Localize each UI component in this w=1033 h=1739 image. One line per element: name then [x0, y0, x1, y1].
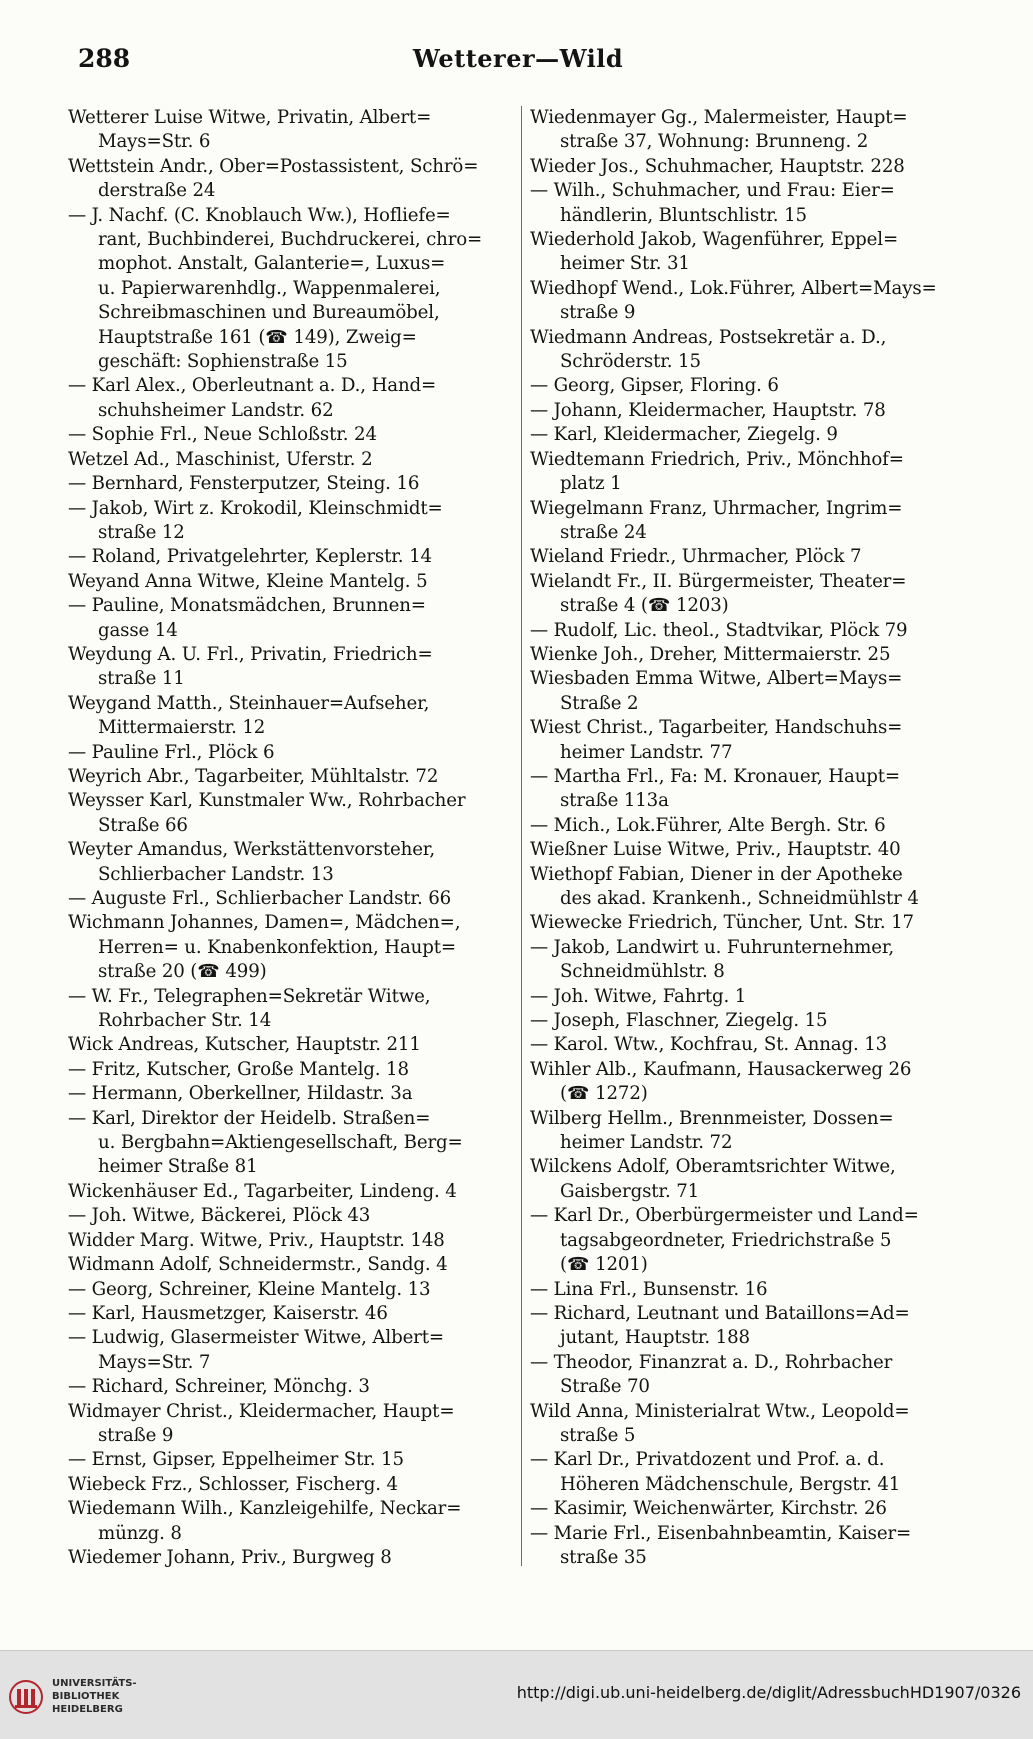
- directory-entry: [530, 374, 978, 398]
- entry-continuation-line: Gaisbergstr. 71: [560, 1180, 700, 1202]
- directory-entry: [530, 716, 978, 765]
- entry-line: Wienke Joh., Dreher, Mittermaierstr. 25: [530, 643, 891, 665]
- entry-continuation-line: Herren= u. Knabenkonfektion, Haupt=: [98, 936, 456, 958]
- directory-entry: [530, 106, 978, 155]
- entry-line: Widmayer Christ., Kleidermacher, Haupt=: [68, 1400, 455, 1422]
- entry-line: Weysser Karl, Kunstmaler Ww., Rohrbacher: [68, 790, 466, 812]
- directory-entry: [68, 1302, 516, 1326]
- entry-line: Wichmann Johannes, Damen=, Mädchen=,: [68, 912, 461, 934]
- entry-line: — Bernhard, Fensterputzer, Steing. 16: [68, 473, 420, 495]
- directory-entry: [530, 179, 978, 228]
- entry-line: Weygand Matth., Steinhauer=Aufseher,: [68, 692, 430, 714]
- directory-entry: [530, 1302, 978, 1351]
- directory-entry: [68, 1229, 516, 1253]
- left-column: [68, 106, 516, 1570]
- entry-line: — Karl, Direktor der Heidelb. Straßen=: [68, 1107, 431, 1129]
- viewer-footer: [0, 1650, 1033, 1739]
- entry-line: — Kasimir, Weichenwärter, Kirchstr. 26: [530, 1498, 887, 1520]
- entry-continuation-line: heimer Landstr. 77: [560, 741, 733, 763]
- entry-line: — Rudolf, Lic. theol., Stadtvikar, Plöck 79: [530, 619, 908, 641]
- entry-continuation-line: Straße 66: [98, 814, 188, 836]
- entry-continuation-line: straße 20 (☎ 499): [98, 961, 267, 983]
- column-divider: [521, 106, 522, 1566]
- entry-line: — Jakob, Wirt z. Krokodil, Kleinschmidt=: [68, 497, 443, 519]
- entry-continuation-line: Schneidmühlstr. 8: [560, 961, 725, 983]
- entry-continuation-line: gasse 14: [98, 619, 178, 641]
- entry-line: Wiedhopf Wend., Lok.Führer, Albert=Mays=: [530, 277, 937, 299]
- entry-line: — Georg, Gipser, Floring. 6: [530, 375, 779, 397]
- right-column: [530, 106, 978, 1570]
- entry-line: Wiest Christ., Tagarbeiter, Handschuhs=: [530, 717, 903, 739]
- directory-entry: [68, 1204, 516, 1228]
- directory-entry: [68, 1473, 516, 1497]
- entry-line: Wiedmann Andreas, Postsekretär a. D.,: [530, 326, 887, 348]
- entry-continuation-line: straße 9: [98, 1424, 174, 1446]
- directory-entry: [68, 643, 516, 692]
- entry-continuation-line: Höheren Mädchenschule, Bergstr. 41: [560, 1473, 901, 1495]
- entry-continuation-line: straße 9: [560, 302, 636, 324]
- entry-continuation-line: münzg. 8: [98, 1522, 182, 1544]
- entry-line: — Pauline, Monatsmädchen, Brunnen=: [68, 595, 426, 617]
- entry-line: Wiesbaden Emma Witwe, Albert=Mays=: [530, 668, 903, 690]
- entry-continuation-line: Mittermaierstr. 12: [98, 717, 266, 739]
- entry-line: Wiedtemann Friedrich, Priv., Mönchhof=: [530, 448, 904, 470]
- entry-line: Wick Andreas, Kutscher, Hauptstr. 211: [68, 1034, 421, 1056]
- entry-continuation-line: Schreibmaschinen und Bureaumöbel,: [98, 302, 440, 324]
- entry-continuation-line: Straße 2: [560, 692, 639, 714]
- directory-entry: [530, 326, 978, 375]
- entry-line: — J. Nachf. (C. Knoblauch Ww.), Hofliefe=: [68, 204, 451, 226]
- entry-continuation-line: straße 11: [98, 668, 185, 690]
- entry-line: Weydung A. U. Frl., Privatin, Friedrich=: [68, 643, 433, 665]
- directory-entry: [68, 985, 516, 1034]
- entry-continuation-line: u. Papierwarenhdlg., Wappenmalerei,: [98, 277, 441, 299]
- directory-entry: [530, 570, 978, 619]
- directory-entry: [68, 545, 516, 569]
- logo-line: UNIVERSITÄTS-: [52, 1678, 137, 1689]
- entry-line: — Joseph, Flaschner, Ziegelg. 15: [530, 1010, 828, 1032]
- entry-continuation-line: straße 35: [560, 1546, 647, 1568]
- directory-entry: [68, 911, 516, 984]
- entry-continuation-line: heimer Landstr. 72: [560, 1132, 733, 1154]
- entry-line: — Johann, Kleidermacher, Hauptstr. 78: [530, 399, 886, 421]
- directory-entry: [530, 619, 978, 643]
- entry-line: Wetzel Ad., Maschinist, Uferstr. 2: [68, 448, 373, 470]
- entry-continuation-line: geschäft: Sophienstraße 15: [98, 351, 348, 373]
- directory-entry: [68, 741, 516, 765]
- page-header: [68, 44, 968, 78]
- entry-continuation-line: Hauptstraße 161 (☎ 149), Zweig=: [98, 326, 417, 348]
- entry-line: Widder Marg. Witwe, Priv., Hauptstr. 148: [68, 1229, 445, 1251]
- entry-continuation-line: Mays=Str. 7: [98, 1351, 211, 1373]
- entry-line: Wiedenmayer Gg., Malermeister, Haupt=: [530, 107, 908, 128]
- directory-entry: [530, 643, 978, 667]
- directory-entry: [530, 1497, 978, 1521]
- entry-continuation-line: straße 5: [560, 1424, 636, 1446]
- directory-entry: [68, 1497, 516, 1546]
- entry-line: — Roland, Privatgelehrter, Keplerstr. 14: [68, 546, 432, 568]
- directory-entry: [68, 155, 516, 204]
- entry-line: Wieland Friedr., Uhrmacher, Plöck 7: [530, 546, 862, 568]
- entry-continuation-line: rant, Buchbinderei, Buchdruckerei, chro=: [98, 229, 483, 251]
- directory-entry: [68, 1082, 516, 1106]
- entry-line: — Theodor, Finanzrat a. D., Rohrbacher: [530, 1351, 893, 1373]
- entry-continuation-line: heimer Str. 31: [560, 253, 690, 275]
- entry-line: Weyter Amandus, Werkstättenvorsteher,: [68, 839, 435, 861]
- entry-line: Wiegelmann Franz, Uhrmacher, Ingrim=: [530, 497, 903, 519]
- directory-entry: [530, 814, 978, 838]
- directory-entry: [530, 863, 978, 912]
- library-logo-text: [52, 1677, 137, 1716]
- entry-continuation-line: straße 24: [560, 521, 647, 543]
- directory-entry: [530, 765, 978, 814]
- entry-line: — Lina Frl., Bunsenstr. 16: [530, 1278, 768, 1300]
- directory-entry: [530, 936, 978, 985]
- directory-entry: [68, 838, 516, 887]
- entry-line: — Georg, Schreiner, Kleine Mantelg. 13: [68, 1278, 431, 1300]
- directory-entry: [68, 570, 516, 594]
- entry-line: Weyrich Abr., Tagarbeiter, Mühltalstr. 72: [68, 765, 439, 787]
- directory-entry: [530, 1058, 978, 1107]
- directory-entry: [530, 497, 978, 546]
- entry-line: — Marie Frl., Eisenbahnbeamtin, Kaiser=: [530, 1522, 912, 1544]
- directory-entry: [68, 1180, 516, 1204]
- directory-entry: [530, 448, 978, 497]
- entry-line: Wielandt Fr., II. Bürgermeister, Theater=: [530, 570, 907, 592]
- entry-line: Widmann Adolf, Schneidermstr., Sandg. 4: [68, 1254, 448, 1276]
- entry-line: — Karl Alex., Oberleutnant a. D., Hand=: [68, 375, 437, 397]
- entry-line: Wihler Alb., Kaufmann, Hausackerweg 26: [530, 1058, 912, 1080]
- entry-continuation-line: händlerin, Bluntschlistr. 15: [560, 204, 807, 226]
- entry-line: — Karl, Hausmetzger, Kaiserstr. 46: [68, 1302, 388, 1324]
- directory-entry: [530, 228, 978, 277]
- directory-entry: [530, 277, 978, 326]
- directory-entry: [530, 1448, 978, 1497]
- entry-line: Wilberg Hellm., Brennmeister, Dossen=: [530, 1107, 894, 1129]
- entry-line: — Karl Dr., Oberbürgermeister und Land=: [530, 1205, 919, 1227]
- directory-entry: [530, 1107, 978, 1156]
- directory-entry: [530, 985, 978, 1009]
- directory-entry: [530, 1278, 978, 1302]
- logo-line: BIBLIOTHEK: [52, 1691, 120, 1702]
- directory-entry: [530, 667, 978, 716]
- directory-entry: [68, 692, 516, 741]
- entry-continuation-line: Rohrbacher Str. 14: [98, 1010, 272, 1032]
- entry-continuation-line: Mays=Str. 6: [98, 131, 211, 153]
- directory-entry: [530, 1351, 978, 1400]
- entry-line: Weyand Anna Witwe, Kleine Mantelg. 5: [68, 570, 428, 592]
- entry-line: — Mich., Lok.Führer, Alte Bergh. Str. 6: [530, 814, 886, 836]
- directory-entry: [530, 1033, 978, 1057]
- directory-entry: [530, 155, 978, 179]
- entry-line: Wiewecke Friedrich, Tüncher, Unt. Str. 17: [530, 912, 914, 934]
- directory-entry: [530, 1522, 978, 1571]
- directory-entry: [68, 497, 516, 546]
- directory-entry: [68, 1400, 516, 1449]
- entry-continuation-line: Schlierbacher Landstr. 13: [98, 863, 334, 885]
- directory-entry: [68, 472, 516, 496]
- entry-line: — Joh. Witwe, Fahrtg. 1: [530, 985, 747, 1007]
- entry-continuation-line: straße 37, Wohnung: Brunneng. 2: [560, 131, 869, 153]
- entry-continuation-line: straße 113a: [560, 790, 669, 812]
- source-url-link[interactable]: http://digi.ub.uni-heidelberg.de/diglit/AdressbuchHD1907/0326: [516, 1683, 1021, 1702]
- entry-line: — Jakob, Landwirt u. Fuhrunternehmer,: [530, 936, 895, 958]
- directory-entry: [530, 545, 978, 569]
- directory-entry: [68, 789, 516, 838]
- entry-line: — Auguste Frl., Schlierbacher Landstr. 66: [68, 888, 452, 909]
- entry-line: — Ludwig, Glasermeister Witwe, Albert=: [68, 1327, 444, 1349]
- entry-line: — Richard, Schreiner, Mönchg. 3: [68, 1376, 370, 1398]
- directory-entry: [68, 1033, 516, 1057]
- entry-line: — Ernst, Gipser, Eppelheimer Str. 15: [68, 1449, 404, 1471]
- directory-entry: [530, 399, 978, 423]
- entry-line: — Joh. Witwe, Bäckerei, Plöck 43: [68, 1205, 371, 1227]
- entry-continuation-line: des akad. Krankenh., Schneidmühlstr 4: [560, 888, 919, 909]
- entry-continuation-line: Schröderstr. 15: [560, 351, 701, 373]
- entry-line: Wild Anna, Ministerialrat Wtw., Leopold=: [530, 1400, 910, 1422]
- directory-entry: [68, 594, 516, 643]
- entry-continuation-line: tagsabgeordneter, Friedrichstraße 5: [560, 1229, 892, 1251]
- entry-continuation-line: heimer Straße 81: [98, 1156, 258, 1178]
- entry-line: — Wilh., Schuhmacher, und Frau: Eier=: [530, 180, 895, 202]
- directory-entry: [68, 204, 516, 375]
- entry-line: Wiedemann Wilh., Kanzleigehilfe, Neckar=: [68, 1498, 462, 1520]
- entry-line: Wilckens Adolf, Oberamtsrichter Witwe,: [530, 1156, 896, 1178]
- entry-line: — Martha Frl., Fa: M. Kronauer, Haupt=: [530, 765, 901, 787]
- entry-continuation-line: straße 12: [98, 521, 185, 543]
- entry-line: — Sophie Frl., Neue Schloßstr. 24: [68, 424, 377, 446]
- directory-entry: [530, 1204, 978, 1277]
- entry-continuation-line: straße 4 (☎ 1203): [560, 595, 729, 617]
- entry-continuation-line: mophot. Anstalt, Galanterie=, Luxus=: [98, 253, 446, 275]
- directory-entry: [530, 423, 978, 447]
- entry-line: Wettstein Andr., Ober=Postassistent, Schrö=: [68, 155, 479, 177]
- entry-continuation-line: u. Bergbahn=Aktiengesellschaft, Berg=: [98, 1132, 463, 1154]
- entry-line: — Karl, Kleidermacher, Ziegelg. 9: [530, 424, 838, 446]
- directory-entry: [68, 765, 516, 789]
- directory-entry: [68, 1107, 516, 1180]
- directory-entry: [68, 1326, 516, 1375]
- entry-line: Wiedemer Johann, Priv., Burgweg 8: [68, 1546, 392, 1568]
- entry-line: — Hermann, Oberkellner, Hildastr. 3a: [68, 1083, 413, 1105]
- directory-entry: [530, 1009, 978, 1033]
- directory-entry: [68, 1058, 516, 1082]
- directory-entry: [68, 448, 516, 472]
- entry-line: — Pauline Frl., Plöck 6: [68, 741, 275, 763]
- library-logo[interactable]: [8, 1673, 138, 1723]
- entry-line: Wiebeck Frz., Schlosser, Fischerg. 4: [68, 1473, 398, 1495]
- directory-entry: [530, 838, 978, 862]
- directory-entry: [68, 423, 516, 447]
- entry-line: — Karol. Wtw., Kochfrau, St. Annag. 13: [530, 1034, 888, 1056]
- entry-line: Wiethopf Fabian, Diener in der Apotheke: [530, 863, 903, 885]
- entry-line: Wieder Jos., Schuhmacher, Hauptstr. 228: [530, 155, 905, 177]
- directory-entry: [68, 1546, 516, 1570]
- entry-continuation-line: jutant, Hauptstr. 188: [560, 1327, 750, 1349]
- entry-line: Wickenhäuser Ed., Tagarbeiter, Lindeng. 4: [68, 1180, 457, 1202]
- entry-line: — Richard, Leutnant und Bataillons=Ad=: [530, 1302, 910, 1324]
- entry-line: Wiederhold Jakob, Wagenführer, Eppel=: [530, 229, 899, 251]
- directory-entry: [68, 374, 516, 423]
- entry-line: — Fritz, Kutscher, Große Mantelg. 18: [68, 1058, 409, 1080]
- directory-entry: [68, 1253, 516, 1277]
- entry-continuation-line: (☎ 1272): [560, 1083, 648, 1105]
- directory-entry: [68, 1448, 516, 1472]
- running-head: Wetterer—Wild: [412, 44, 624, 73]
- directory-entry: [68, 106, 516, 155]
- entry-line: — W. Fr., Telegraphen=Sekretär Witwe,: [68, 985, 431, 1007]
- entry-continuation-line: derstraße 24: [98, 180, 216, 202]
- directory-entry: [530, 1400, 978, 1449]
- directory-entry: [68, 1375, 516, 1399]
- entry-continuation-line: schuhsheimer Landstr. 62: [98, 399, 334, 421]
- entry-continuation-line: Straße 70: [560, 1376, 650, 1398]
- entry-line: Wetterer Luise Witwe, Privatin, Albert=: [68, 107, 432, 128]
- entry-continuation-line: (☎ 1201): [560, 1254, 648, 1276]
- entry-line: Wießner Luise Witwe, Priv., Hauptstr. 40: [530, 839, 901, 861]
- entry-line: — Karl Dr., Privatdozent und Prof. a. d.: [530, 1449, 885, 1471]
- page-number: 288: [78, 44, 131, 73]
- directory-entry: [530, 911, 978, 935]
- logo-line: HEIDELBERG: [52, 1704, 123, 1715]
- library-seal-icon: [8, 1679, 44, 1715]
- directory-entry: [68, 887, 516, 911]
- directory-entry: [530, 1155, 978, 1204]
- entry-continuation-line: platz 1: [560, 473, 622, 495]
- directory-entry: [68, 1278, 516, 1302]
